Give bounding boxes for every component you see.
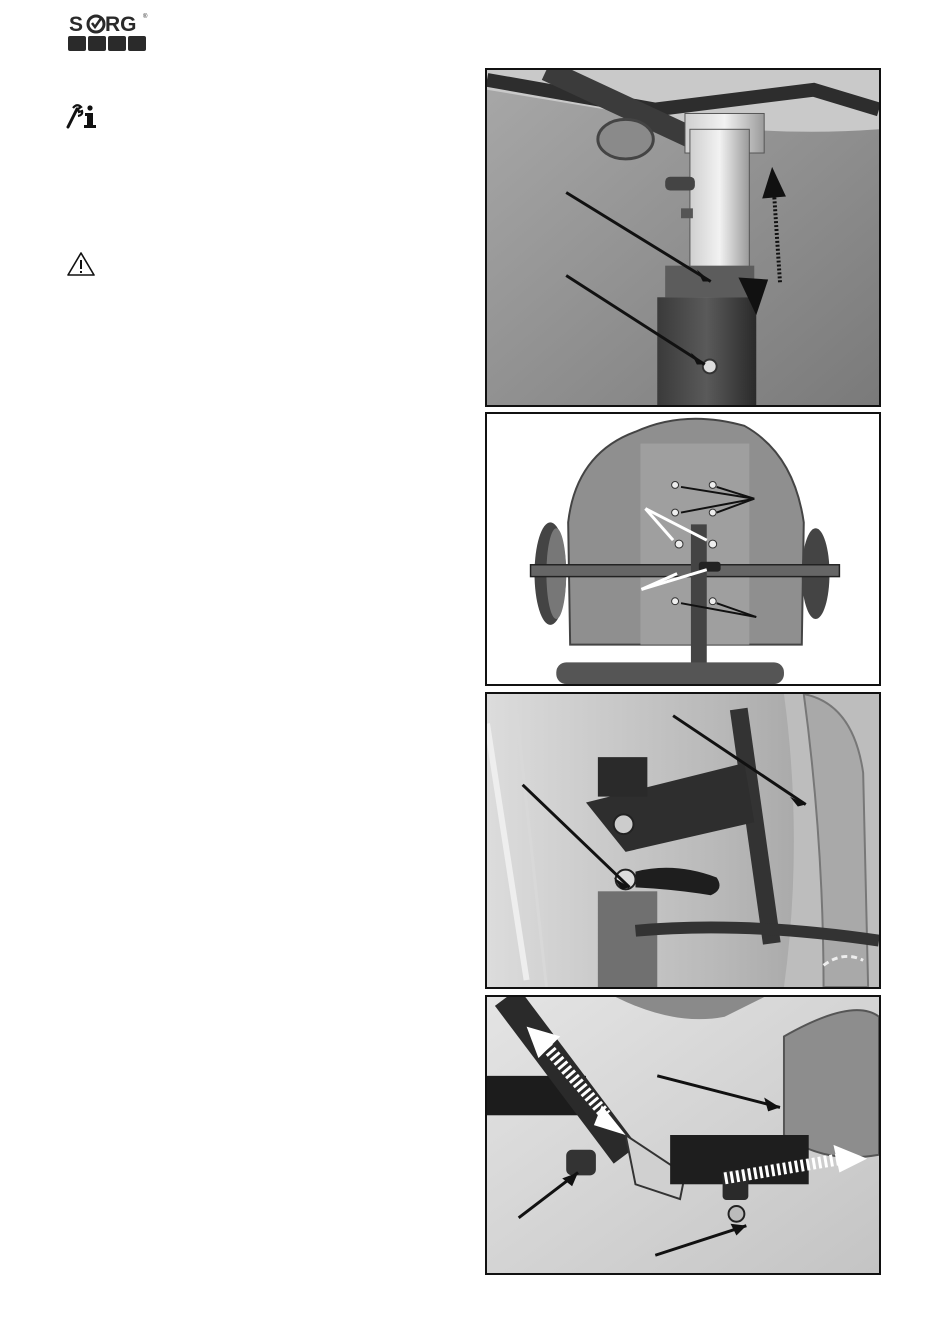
warning-triangle-icon bbox=[66, 251, 96, 277]
sorg-logo bbox=[67, 12, 151, 54]
sorg-logo-mark bbox=[67, 12, 151, 54]
clamp-lever-photo bbox=[485, 692, 881, 989]
seat-post-height-photo bbox=[485, 68, 881, 407]
wrench-info-icon bbox=[64, 103, 98, 129]
svg-text:RG: RG bbox=[105, 13, 137, 36]
svg-text:S: S bbox=[69, 13, 84, 36]
svg-text:®: ® bbox=[143, 14, 148, 20]
footrest-adjustment-photo bbox=[485, 995, 881, 1275]
backrest-mounting-photo bbox=[485, 412, 881, 686]
